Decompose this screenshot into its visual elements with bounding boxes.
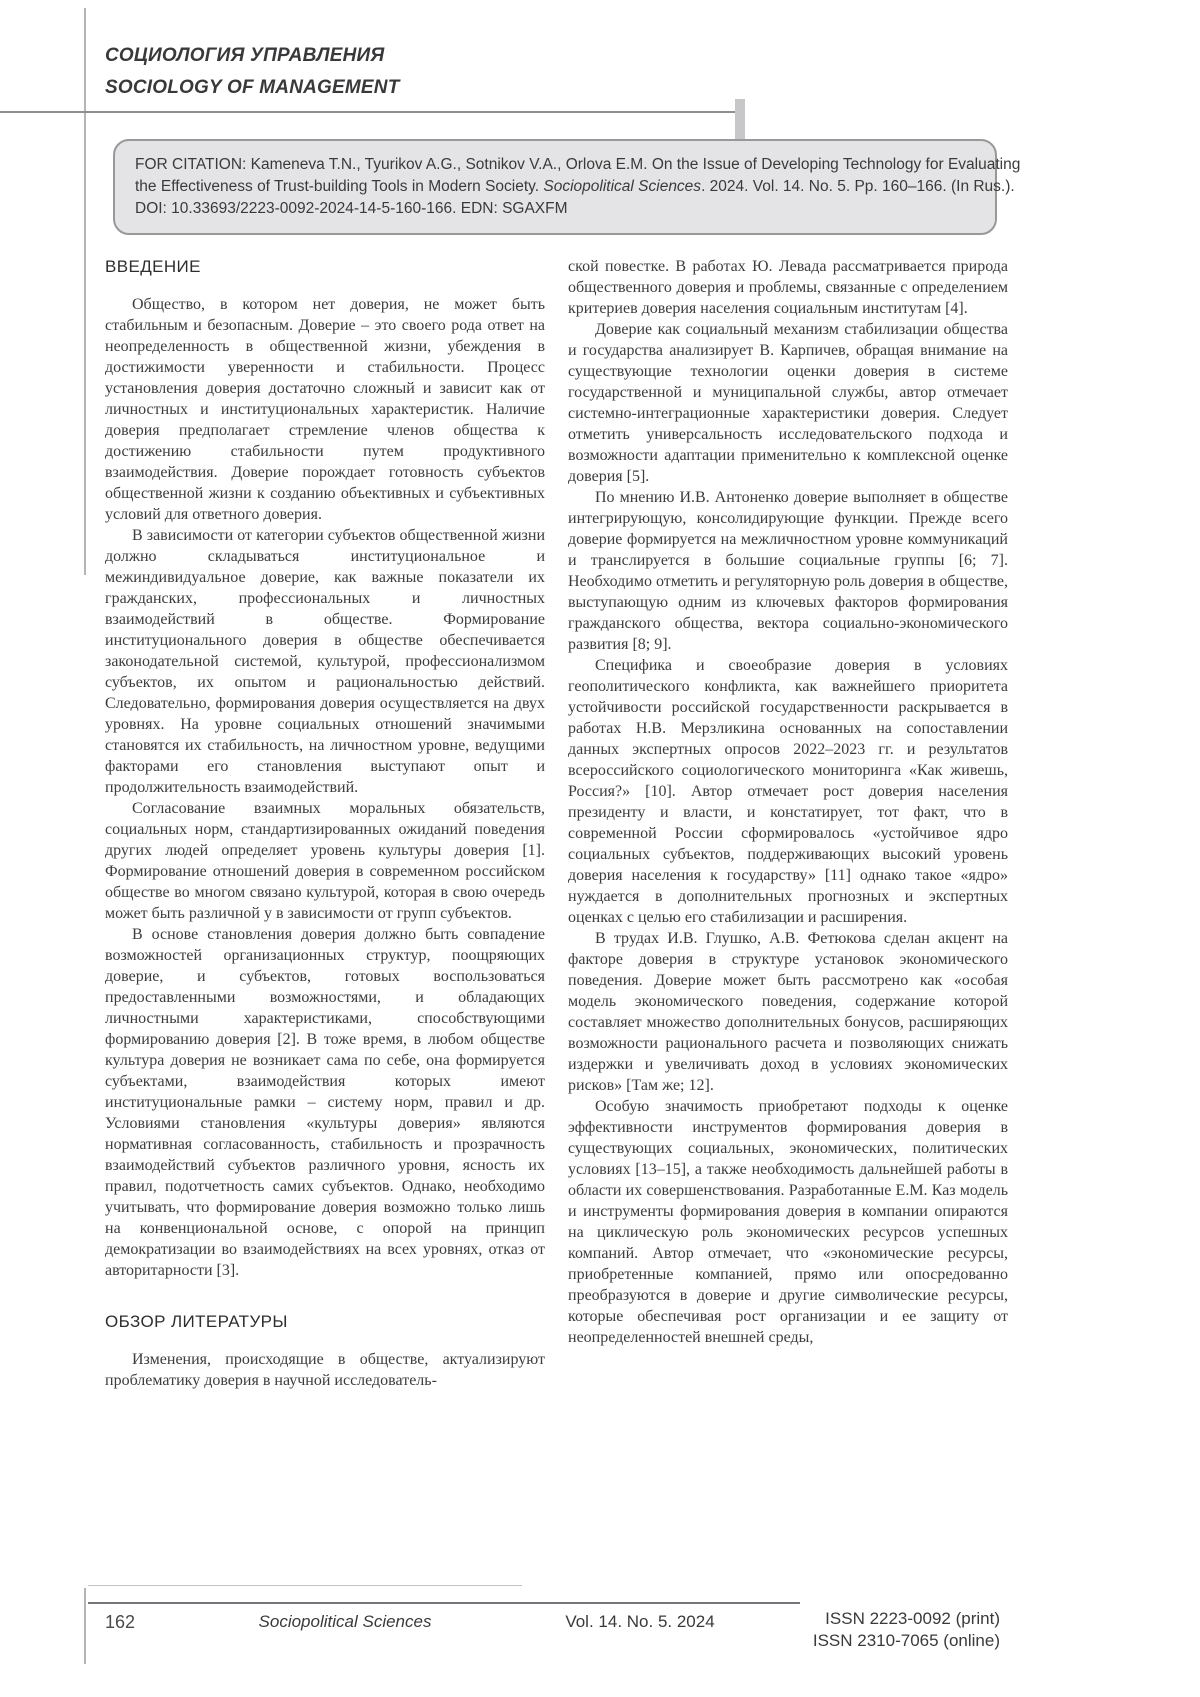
footer-divider	[88, 1602, 800, 1604]
paragraph: Специфика и своеобразие доверия в условиях геополитического конфликта, как важнейшего приоритета устойчивости российской государственности раскрывается в работах Н.В. Мерзликина основанных на сопоставлении данных экспертных опросов 2022–2023 гг. и результатов всероссийского социологического мониторинга «Как живешь, Россия?» [10]. Автор отмечает рост доверия населения президенту и власти, и констатирует, тот факт, что в современной России сформировалось «устойчивое ядро социальных субъектов, поддерживающих высокий уровень доверия населения к государству» [11] однако такое «ядро» нуждается в дополнительных прогнозных и экспертных оценках с целью его стабилизации и расширения.	[568, 657, 1008, 926]
footer-divider-thin	[88, 1585, 522, 1586]
section-heading: ОБЗОР ЛИТЕРАТУРЫ	[105, 1312, 288, 1331]
paragraph: Изменения, происходящие в обществе, актуализируют проблематику доверия в научной исследователь-	[105, 1351, 545, 1389]
page-footer	[0, 1608, 1200, 1668]
left-column	[105, 256, 545, 1480]
citation-line-2: the Effectiveness of Trust-building Tools in Modern Society. Sociopolitical Sciences. 2024. Vol. 14. No. 5. Pp. 160–166. (In Rus.).	[135, 178, 1015, 195]
footer-volume-info: Vol. 14. No. 5. 2024	[565, 1612, 715, 1631]
for-citation-box	[113, 139, 1021, 235]
section-title-russian: СОЦИОЛОГИЯ УПРАВЛЕНИЯ	[105, 45, 385, 66]
paragraph: Доверие как социальный механизм стабилизации общества и государства анализирует В. Карпичев, обращая внимание на существующие технологии оценки доверия в системе государственной и муниципальной службы, автор отмечает системно-интеграционные характеристики доверия. Следует отметить универсальность исследовательского подхода и возможности адаптации применительно к комплексной оценке доверия [5].	[568, 321, 1008, 485]
footer-issn-block	[700, 1608, 1000, 1652]
section-heading: ВВЕДЕНИЕ	[105, 257, 201, 276]
citation-doi-line: DOI: 10.33693/2223-0092-2024-14-5-160-166. EDN: SGAXFM	[135, 200, 568, 217]
paragraph: Общество, в котором нет доверия, не может быть стабильным и безопасным. Доверие – это своего рода ответ на неопределенность в общественной жизни, убеждения в достижимости уверенности и стабильности. Процесс установления доверия достаточно сложный и зависит как от личностных и институциональных характеристик. Наличие доверия предполагает стремление членов общества к достижению стабильности путем продуктивного взаимодействия. Доверие порождает готовность субъектов общественной жизни к созданию объективных и субъективных условий для ответного доверия.	[105, 296, 545, 523]
citation-line-1: FOR CITATION: Kameneva T.N., Tyurikov A.G., Sotnikov V.A., Orlova E.M. On the Issue of Developing Technology for Evaluating	[135, 156, 1021, 173]
section-title-english: SOCIOLOGY OF MANAGEMENT	[105, 77, 400, 98]
paragraph: ской повестке. В работах Ю. Левада рассматривается природа общественного доверия и проблемы, связанные с определением критериев доверия населения социальным институтам [4].	[568, 258, 1008, 317]
header-accent-bar	[735, 99, 745, 143]
paragraph: Особую значимость приобретают подходы к оценке эффективности инструментов формирования доверия в существующих социальных, экономических, политических условиях [13–15], а также необходимость дальнейшей работы в области их совершенствования. Разработанные Е.М. Каз модель и инструменты формирования доверия в компании опираются на циклическую роль экономических ресурсов успешных компаний. Автор отмечает, что «экономические ресурсы, приобретенные компанией, прямо или опосредованно преобразуются в доверие и другие символические ресурсы, которые обеспечивая рост организации и ее защиту от неопределенностей внешней среды,	[568, 1098, 1008, 1346]
header-divider	[0, 111, 737, 113]
footer-journal-name: Sociopolitical Sciences	[258, 1612, 432, 1631]
issn-print: ISSN 2223-0092 (print)	[825, 1609, 1000, 1628]
paragraph: Согласование взаимных моральных обязательств, социальных норм, стандартизированных ожиданий поведения других людей определяет уровень культуры доверия [1]. Формирование отношений доверия в современном российском обществе во многом связано культурой, которая в свою очередь может быть различной у в зависимости от групп субъектов.	[105, 800, 545, 922]
paragraph: В зависимости от категории субъектов общественной жизни должно складываться институциональное и межиндивидуальное доверие, как важные показатели их гражданских, профессиональных и личностных взаимодействий в обществе. Формирование институционального доверия в обществе обеспечивается законодательной системой, культурой, профессионализмом субъектов, их опытом и рациональностью действий. Следовательно, формирования доверия осуществляется на двух уровнях. На уровне социальных отношений значимыми становятся их стабильность, на личностном уровне, ведущими факторами его становления выступают опыт и продолжительность взаимодействий.	[105, 527, 545, 796]
paragraph: В основе становления доверия должно быть совпадение возможностей организационных структур, поощряющих доверие, и субъектов, готовых воспользоваться предоставленными возможностями, и обладающих личностными характеристиками, способствующими формированию доверия [2]. В тоже время, в любом обществе культура доверия не возникает сама по себе, она формируется субъектами, взаимодействия которых имеют институциональные рамки – систему норм, правил и др. Условиями становления «культуры доверия» являются нормативная согласованность, стабильность и прозрачность взаимодействий субъектов различного уровня, ясность их правил, подотчетность самих субъектов. Однако, необходимо учитывать, что формирование доверия возможно только лишь на конвенциональной основе, с опорой на принцип демократизации во взаимодействиях на всех уровнях, отказ от авторитарности [3].	[105, 926, 545, 1279]
issn-online: ISSN 2310-7065 (online)	[812, 1631, 1000, 1650]
citation-journal-name: Sociopolitical Sciences	[543, 178, 702, 195]
paragraph: В трудах И.В. Глушко, А.В. Фетюкова сделан акцент на факторе доверия в структуре установок экономического поведения. Доверие может быть рассмотрено как «особая модель экономического поведения, содержание которой составляет множество дополнительных бонусов, расширяющих возможности рационального расчета и позволяющих снижать издержки и увеличивать доход в условиях экономических рисков» [Там же; 12].	[568, 930, 1008, 1094]
running-head	[105, 40, 400, 104]
page-number: 162	[105, 1612, 136, 1632]
paragraph: По мнению И.В. Антоненко доверие выполняет в обществе интегрирующую, консолидирующие функции. Прежде всего доверие формируется на межличностном уровне коммуникаций и транслируется в большие социальные группы [6; 7]. Необходимо отметить и регуляторную роль доверия в обществе, выступающую одним из ключевых факторов формирования гражданского общества, вектора социально-экономического развития [8; 9].	[568, 489, 1008, 653]
left-margin-rule-top	[84, 8, 86, 575]
right-column	[568, 256, 1008, 1480]
